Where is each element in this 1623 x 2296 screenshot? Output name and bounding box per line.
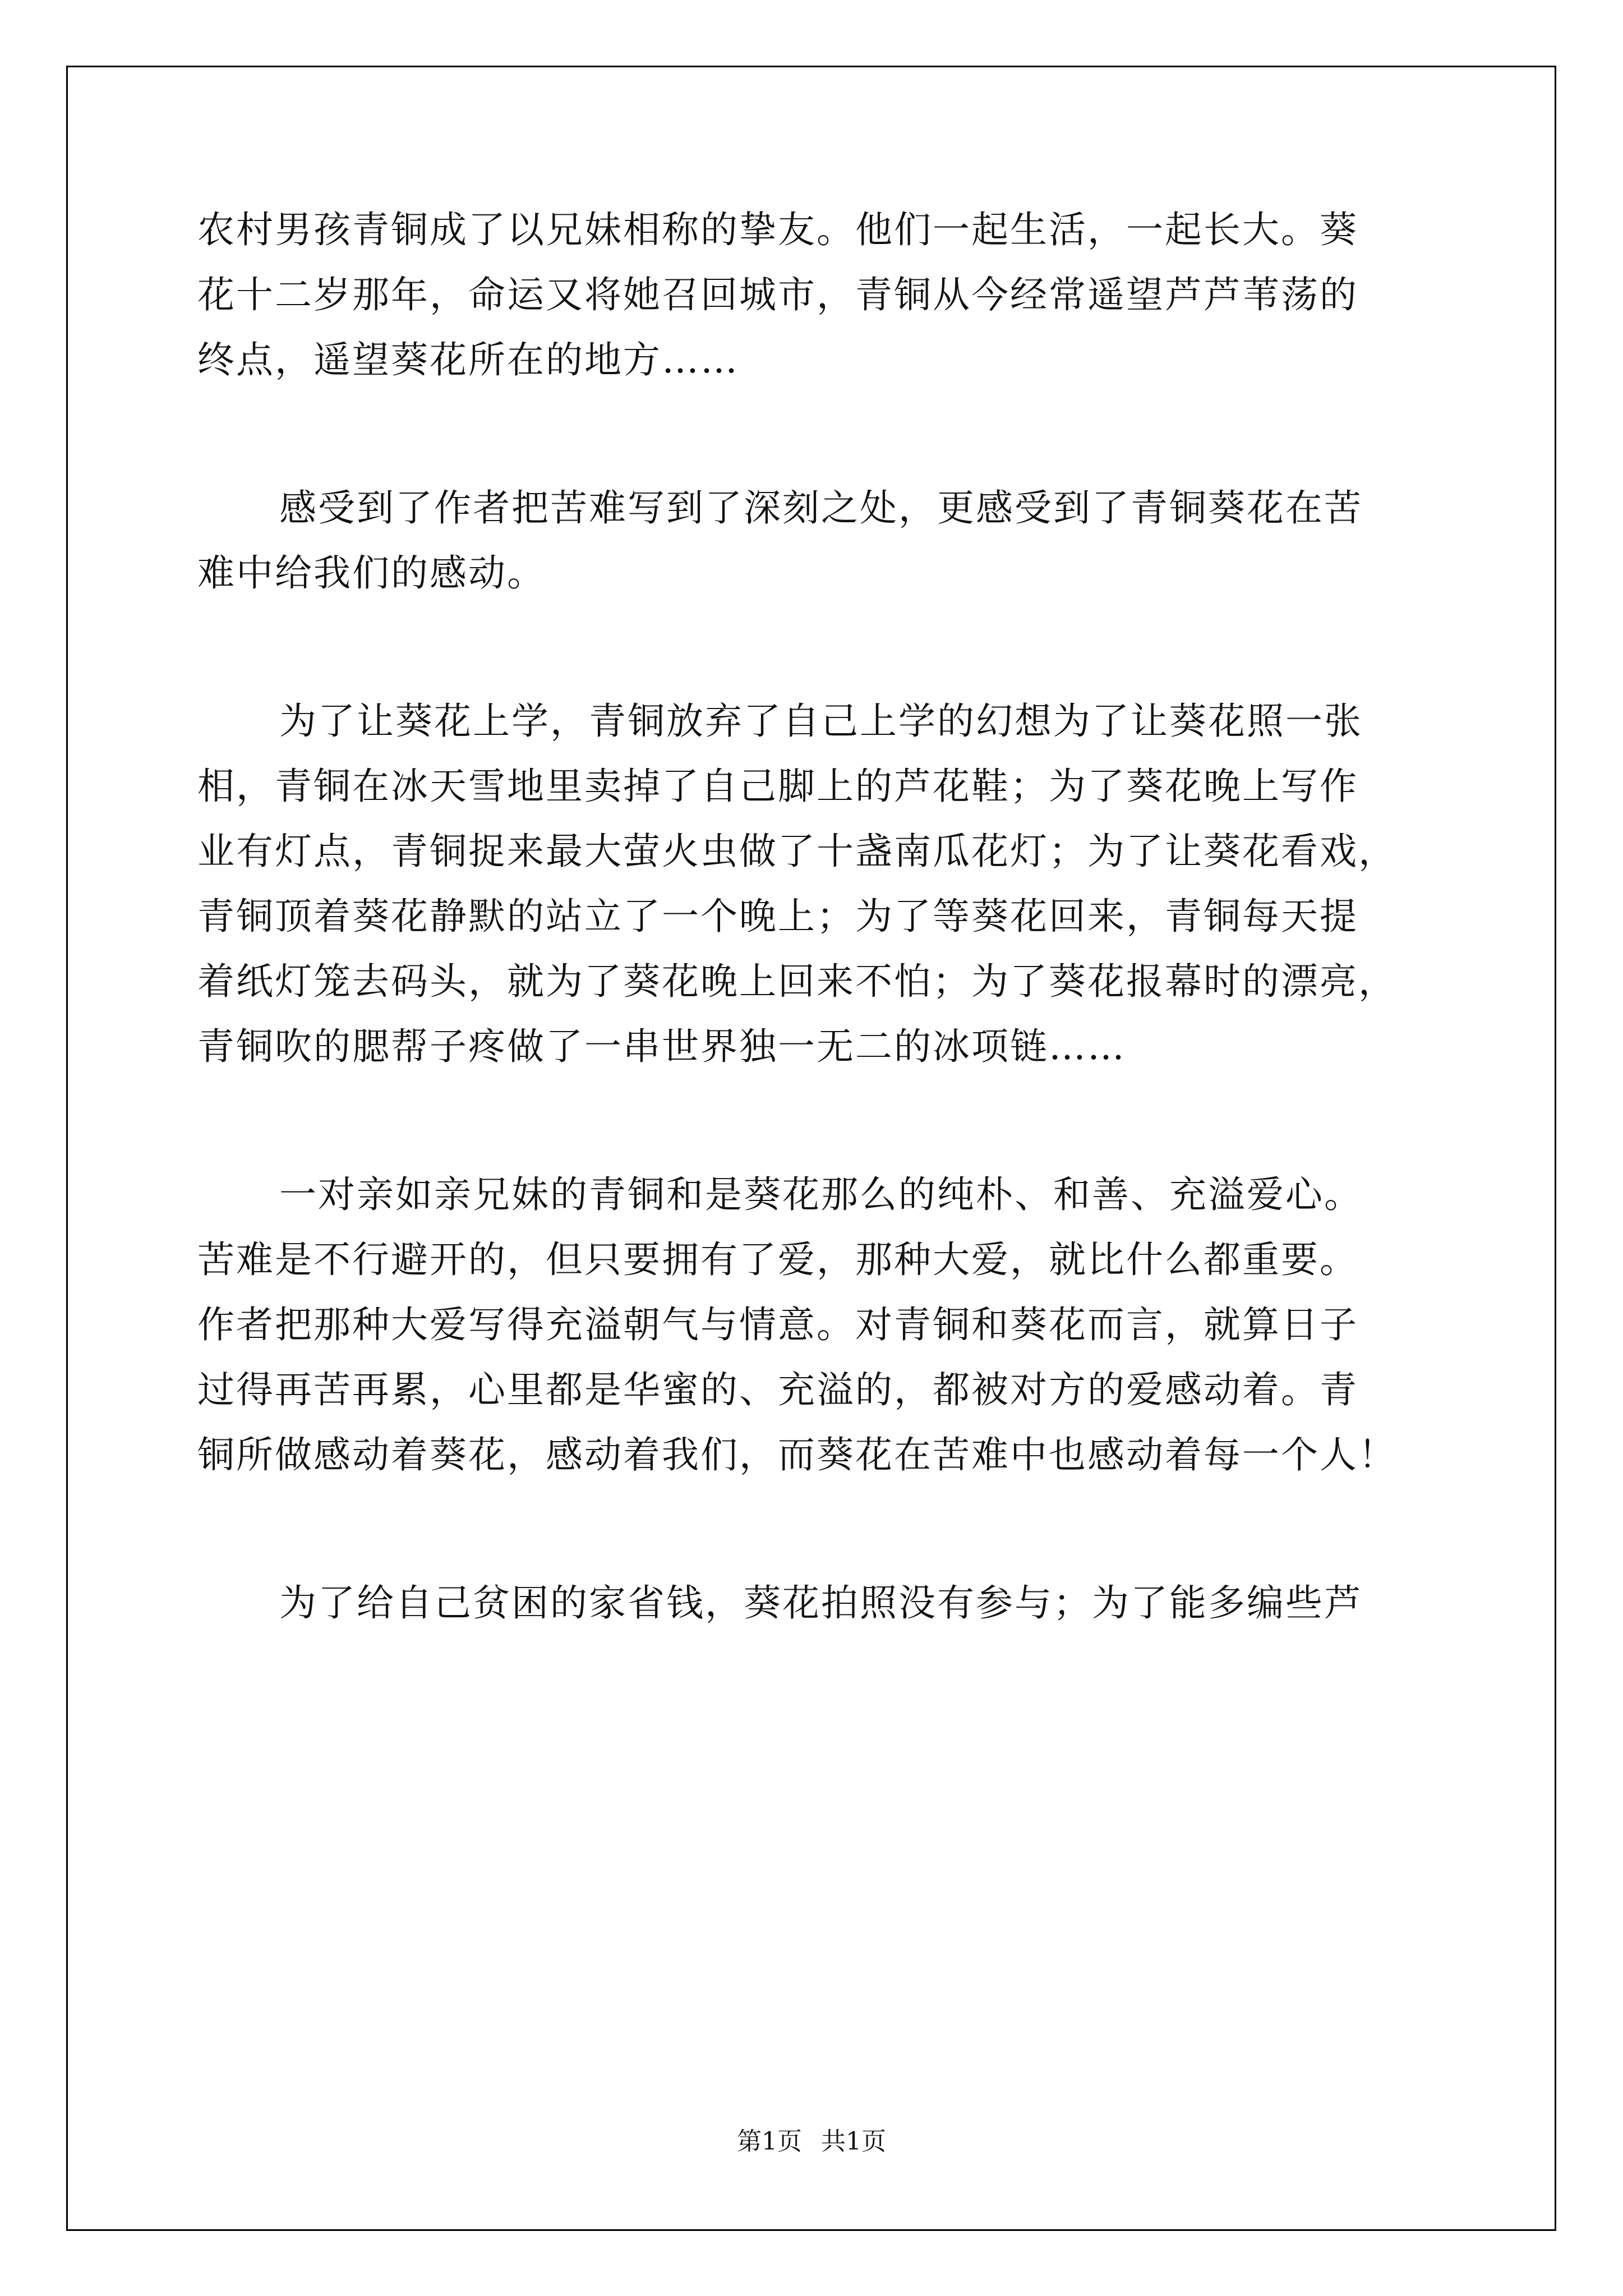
text-line: 着纸灯笼去码头，就为了葵花晚上回来不怕；为了葵花报幕时的漂亮，	[197, 960, 1397, 1003]
paragraph-5	[197, 1571, 1431, 1636]
page-footer	[0, 2125, 1623, 2159]
paragraph-2	[197, 476, 1431, 606]
page-number-total: 共1页	[821, 2127, 886, 2156]
text-line: 为了让葵花上学，青铜放弃了自己上学的幻想为了让葵花照一张	[279, 700, 1363, 743]
text-line: 作者把那种大爱写得充溢朝气与情意。对青铜和葵花而言，就算日子	[197, 1303, 1358, 1346]
text-line: 青铜顶着葵花静默的站立了一个晚上；为了等葵花回来，青铜每天提	[197, 895, 1358, 938]
text-line: 难中给我们的感动。	[197, 551, 546, 595]
document-body	[197, 197, 1431, 1636]
text-line: 为了给自己贫困的家省钱，葵花拍照没有参与；为了能多编些芦	[279, 1581, 1363, 1625]
text-line: 农村男孩青铜成了以兄妹相称的挚友。他们一起生活，一起长大。葵	[197, 208, 1358, 251]
text-line: 相，青铜在冰天雪地里卖掉了自己脚上的芦花鞋；为了葵花晚上写作	[197, 765, 1358, 808]
text-line: 苦难是不行避开的，但只要拥有了爱，那种大爱，就比什么都重要。	[197, 1238, 1358, 1281]
text-line: 终点，遥望葵花所在的地方……	[197, 338, 739, 381]
text-line: 一对亲如亲兄妹的青铜和是葵花那么的纯朴、和善、充溢爱心。	[279, 1173, 1363, 1216]
text-line: 过得再苦再累，心里都是华蜜的、充溢的，都被对方的爱感动着。青	[197, 1368, 1358, 1411]
paragraph-4	[197, 1162, 1431, 1488]
paragraph-3	[197, 689, 1431, 1079]
text-line: 青铜吹的腮帮子疼做了一串世界独一无二的冰项链……	[197, 1025, 1126, 1068]
text-line: 铜所做感动着葵花，感动着我们，而葵花在苦难中也感动着每一个人！	[197, 1433, 1397, 1476]
paragraph-1	[197, 197, 1431, 393]
text-line: 感受到了作者把苦难写到了深刻之处，更感受到了青铜葵花在苦	[279, 486, 1363, 530]
page-number-current: 第1页	[737, 2127, 802, 2156]
text-line: 花十二岁那年，命运又将她召回城市，青铜从今经常遥望芦芦苇荡的	[197, 273, 1358, 316]
text-line: 业有灯点，青铜捉来最大萤火虫做了十盏南瓜花灯；为了让葵花看戏，	[197, 830, 1397, 873]
